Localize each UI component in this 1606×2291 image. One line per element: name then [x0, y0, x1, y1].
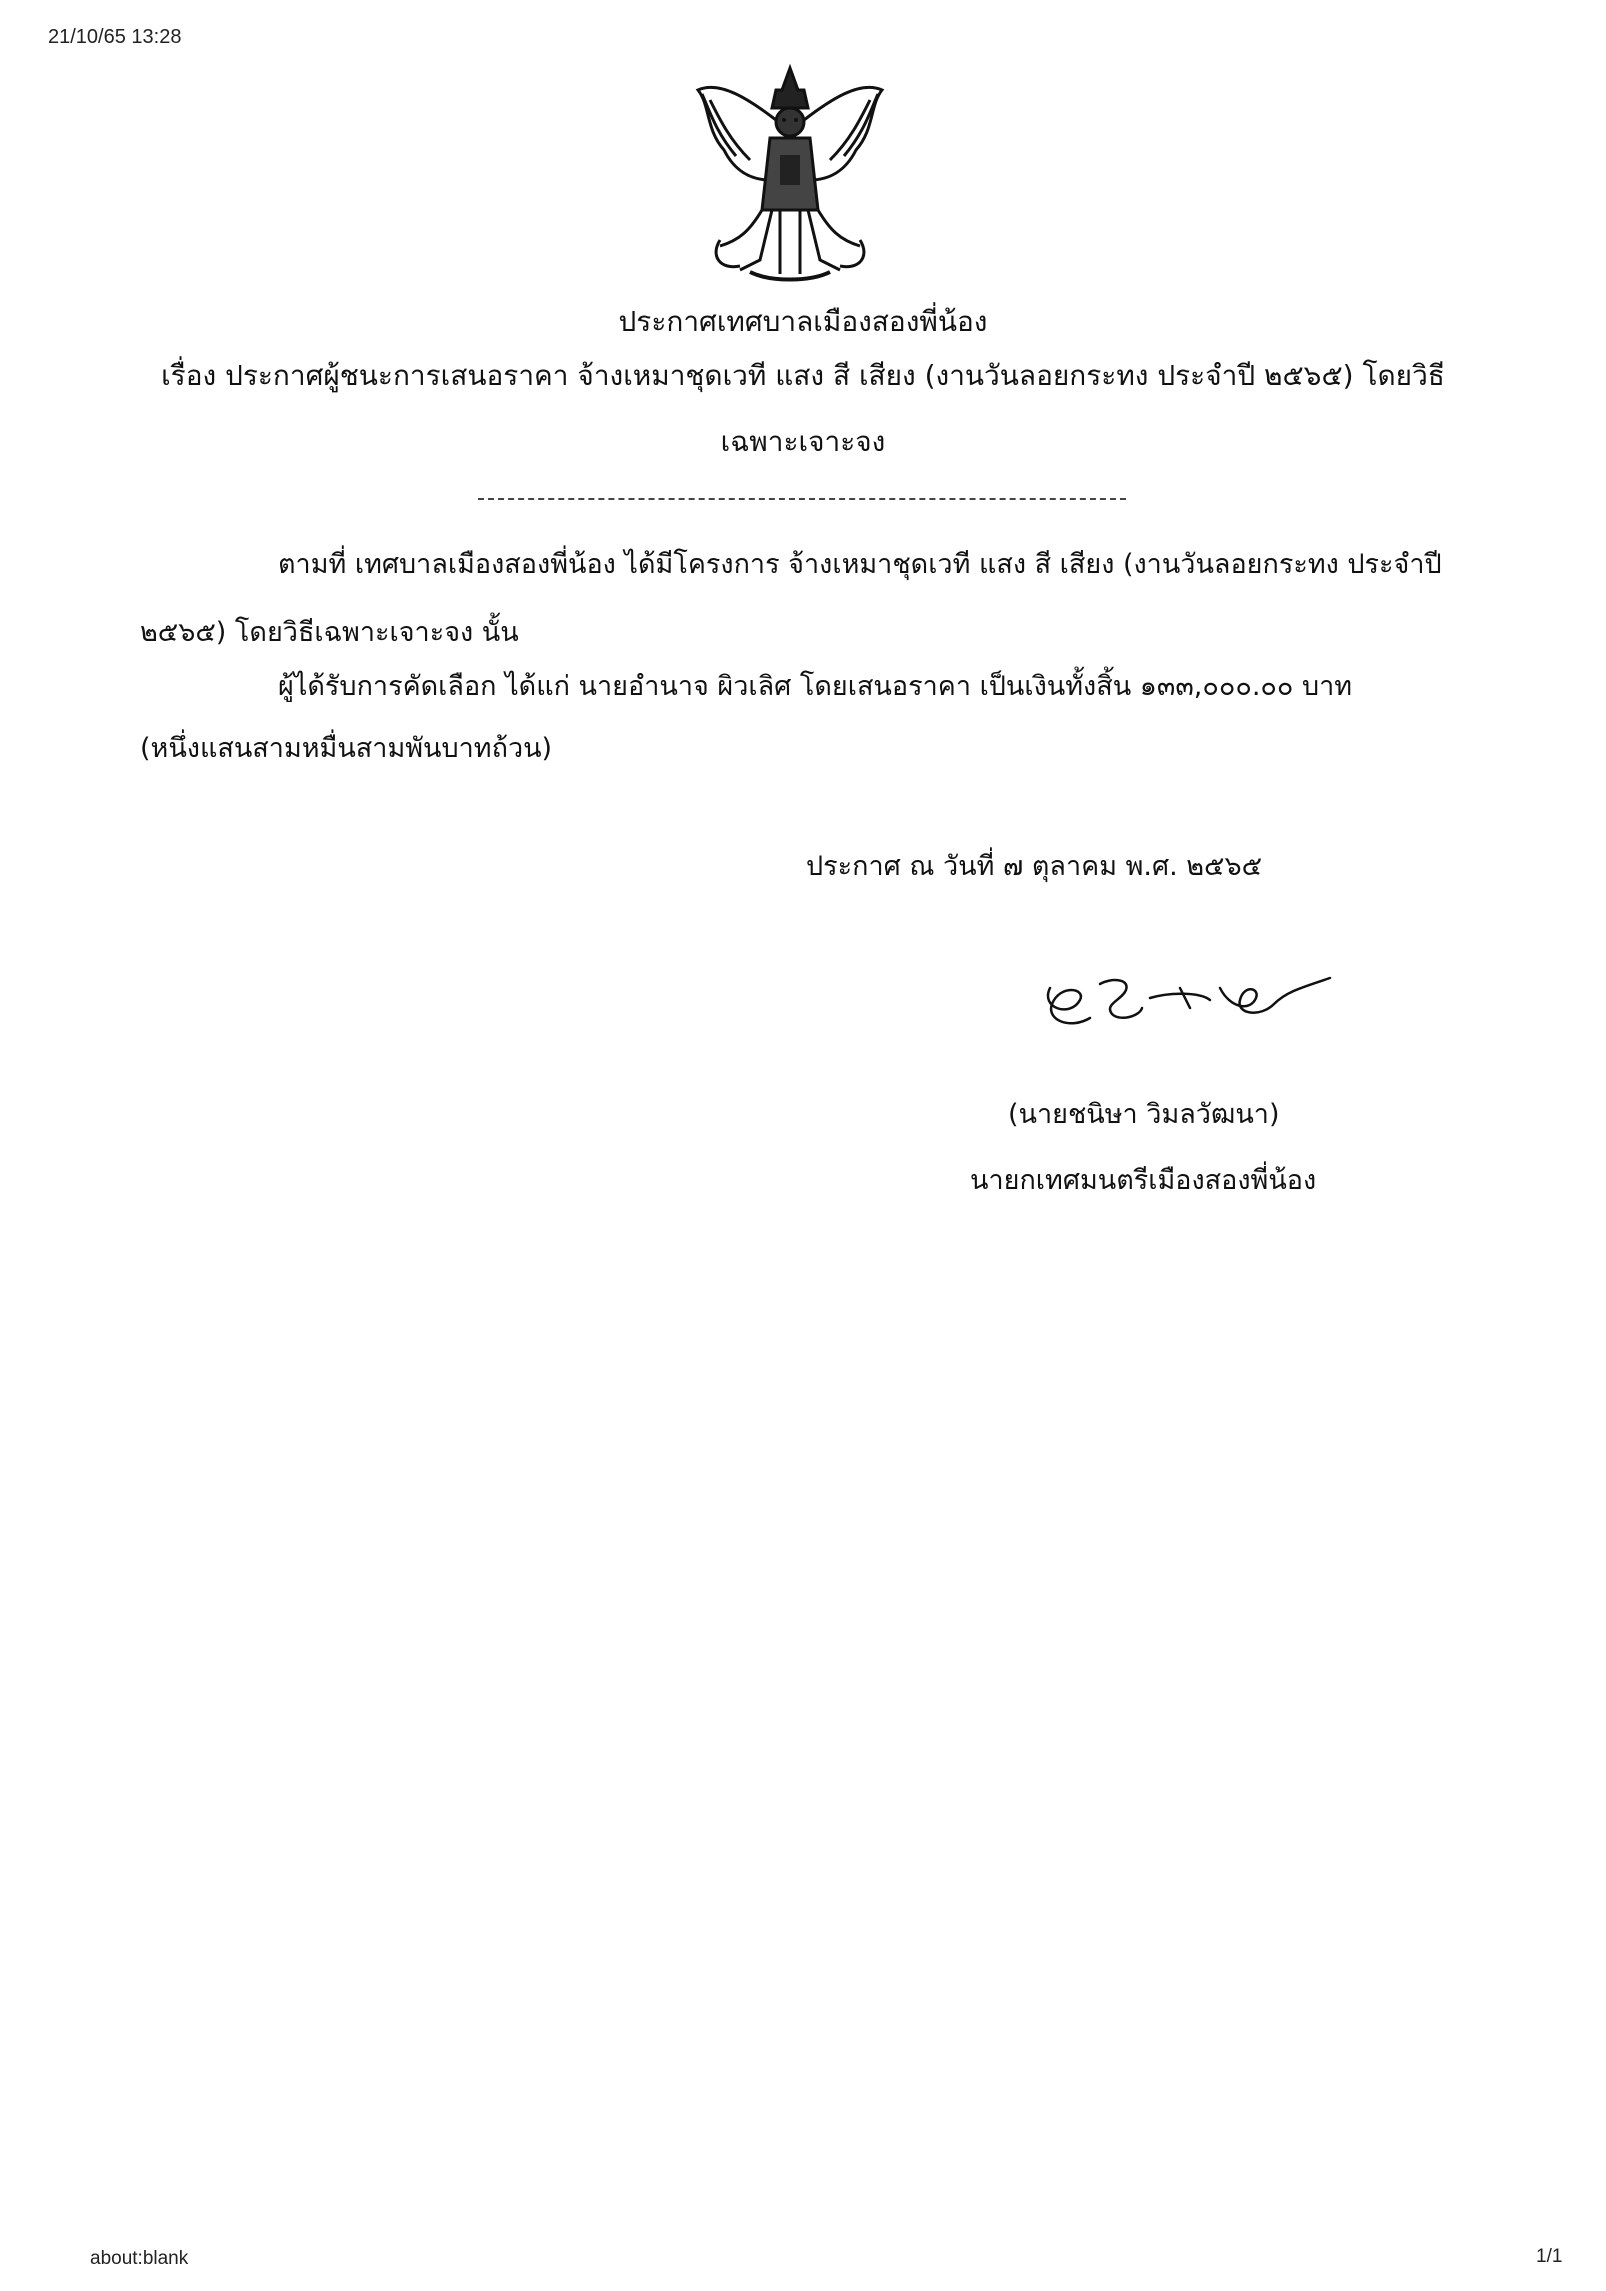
- garuda-emblem-icon: [680, 60, 900, 290]
- paragraph-2-line-1: ผู้ได้รับการคัดเลือก ได้แก่ นายอำนาจ ผิวเลิศ โดยเสนอราคา เป็นเงินทั้งสิ้น ๑๓๓,๐๐๐.๐๐ บาท: [278, 671, 1353, 702]
- signatory-name: (นายชนิษา วิมลวัฒนา): [1008, 1099, 1280, 1130]
- announcement-subject-line2: เฉพาะเจาะจง: [720, 425, 886, 458]
- announcement-date: ประกาศ ณ วันที่ ๗ ตุลาคม พ.ศ. ๒๕๖๕: [806, 851, 1263, 882]
- paragraph-1-line-2: ๒๕๖๕) โดยวิธีเฉพาะเจาะจง นั้น: [140, 617, 519, 648]
- print-footer-url: about:blank: [90, 2248, 189, 2269]
- print-footer-page: 1/1: [1536, 2246, 1563, 2267]
- announcement-subject-line1: เรื่อง ประกาศผู้ชนะการเสนอราคา จ้างเหมาชุดเวที แสง สี เสียง (งานวันลอยกระทง ประจำปี ๒๕๖๕) โดยวิธี: [161, 359, 1445, 392]
- divider: [478, 498, 1126, 500]
- paragraph-2-line-2: (หนึ่งแสนสามหมื่นสามพันบาทถ้วน): [140, 733, 553, 764]
- print-datetime: 21/10/65 13:28: [48, 26, 182, 48]
- paragraph-1-line-1: ตามที่ เทศบาลเมืองสองพี่น้อง ได้มีโครงการ จ้างเหมาชุดเวที แสง สี เสียง (งานวันลอยกระทง ประจำปี: [278, 549, 1442, 580]
- handwritten-signature: [1030, 948, 1340, 1038]
- signatory-position: นายกเทศมนตรีเมืองสองพี่น้อง: [970, 1165, 1317, 1196]
- announcement-title: ประกาศเทศบาลเมืองสองพี่น้อง: [618, 305, 988, 338]
